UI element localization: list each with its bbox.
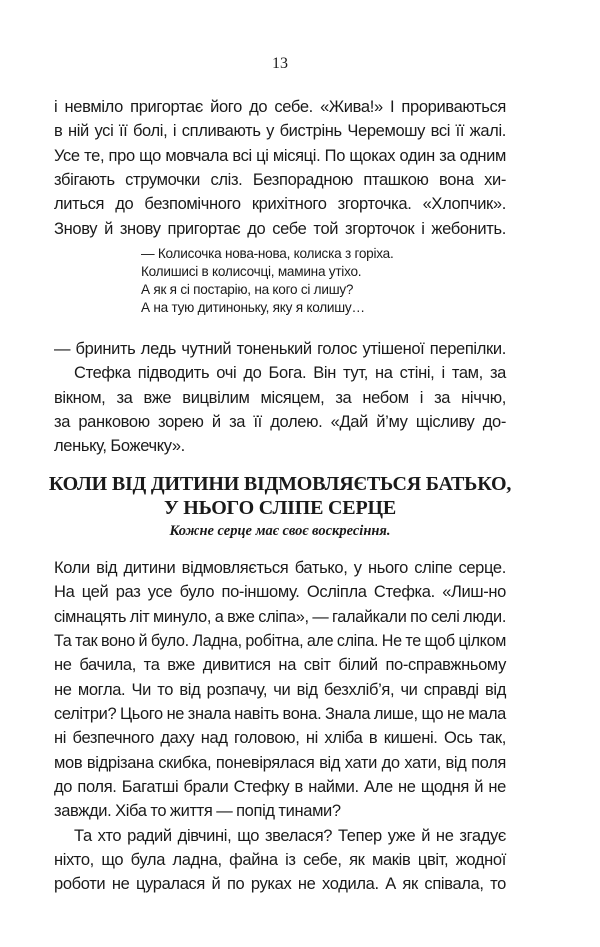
text-line: не бачила, та вже дивитися на світ білий по-справжньому	[54, 656, 506, 675]
text-line: сімнацять літ минуло, а вже сліпа», — галайкали по селі люди.	[54, 607, 507, 626]
text-line: Коли від дитини відмовляється батько, у нього сліпе серце.	[54, 559, 506, 577]
verse-line: Колишисі в колисочці, мамина утіхо.	[141, 264, 362, 279]
chapter-title	[0, 472, 560, 520]
paragraph-continued	[54, 95, 506, 241]
text-line: Та так воно й було. Ладна, робітна, але сліпа. Не те щоб цілком	[54, 632, 506, 651]
text-line: вікном, за вже вицвілим місяцем, за небом і за ніччю,	[54, 388, 506, 407]
text-line: литься до безпомічного крихітного згорточка. «Хлопчик».	[54, 195, 506, 214]
verse-line: — Колисочка нова-нова, колиска з горіха.	[141, 246, 394, 261]
text-line: ніхто, що була ладна, файна із себе, як маків цвіт, жодної	[54, 851, 506, 870]
text-line: не могла. Чи то від розпачу, чи від безхліб’я, чи справді від	[54, 680, 506, 699]
chapter-text	[54, 556, 506, 897]
text-line: Усе те, про що мовчала всі ці місяці. По щоках один за одним	[54, 146, 506, 165]
chapter-title-line: КОЛИ ВІД ДИТИНИ ВІДМОВЛЯЄТЬСЯ БАТЬКО,	[48, 473, 512, 495]
chapter-epigraph: Кожне серце має своє воскресіння.	[169, 523, 391, 539]
text-line: селітри? Цього не знала навіть вона. Знала лише, що не мала	[54, 705, 506, 724]
text-line: роботи не цуралася й по руках не ходила. А як співала, то	[54, 875, 506, 894]
chapter-title-line: У НЬОГО СЛІПЕ СЕРЦЕ	[164, 497, 396, 519]
paragraph-after-verse	[54, 337, 506, 459]
page-number: 13	[272, 55, 288, 72]
text-line: Знову й знову пригортає до себе той згорточок і жебонить.	[54, 219, 506, 238]
text-line: за ранковою зорею й за її долею. «Дай й’му щісливу до-	[54, 413, 506, 432]
verse-line: А на тую дитиноньку, яку я колишу…	[141, 300, 365, 315]
text-line: — бринить ледь чутний тоненький голос утішеної перепілки.	[54, 340, 506, 358]
text-line: Стефка підводить очі до Бога. Він тут, на стіні, і там, за	[74, 364, 506, 383]
text-line: Та хто радий дівчині, що звелася? Тепер уже й не згадує	[74, 826, 506, 845]
text-line: леньку, Божечку».	[54, 437, 185, 456]
text-line: ні безпечного даху над головою, ні хліба в кишені. Ось так,	[54, 729, 506, 748]
text-line: збігають струмочки сліз. Безпорадною пташкою вона хи-	[54, 171, 506, 190]
text-line: мов відрізана скибка, поневірялася від хати до хати, від поля	[54, 753, 506, 772]
text-line: в ній усі її болі, і спливають у бистрінь Черемошу всі її жалі.	[54, 122, 506, 141]
verse-line: А як я сі постарію, на кого сі лишу?	[141, 282, 354, 297]
text-line: На цей раз усе було по-іншому. Осліпла Стефка. «Лиш-но	[54, 583, 506, 602]
lullaby-verse	[141, 245, 393, 317]
text-line: до поля. Багатші брали Стефку в найми. Але не щодня й не	[54, 778, 506, 797]
text-line: завжди. Хіба то життя — попід тинами?	[54, 802, 341, 821]
text-line: і невміло пригортає його до себе. «Жива!» І прориваються	[54, 98, 506, 116]
